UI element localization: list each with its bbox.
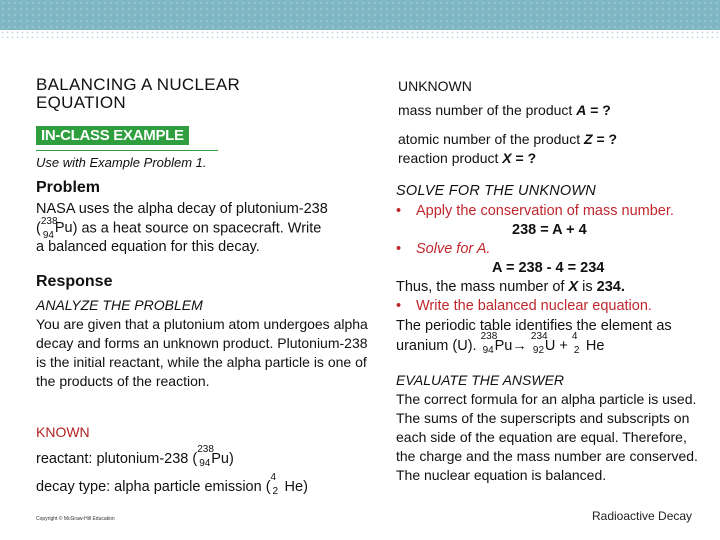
u-nuclide: 234 92 U — [530, 331, 556, 357]
periodic-table-text: The periodic table identifies the element as — [396, 318, 672, 334]
pu-nuclide: 238 94 Pu — [197, 444, 229, 470]
slide-title — [36, 76, 240, 112]
balanced-equation: uranium (U). 238 94 Pu→ 234 92 U + 4 2 He — [396, 331, 605, 357]
analyze-text: You are given that a plutonium atom undergoes alpha decay and forms an unknown product. Plutonium-238 is the initial reactant, while the alpha particle is one of the products of the reaction. — [36, 316, 368, 389]
analyze-label: ANALYZE THE PROBLEM — [36, 297, 203, 313]
he-nuclide: 4 2 He — [571, 331, 605, 357]
equation-1: 238 = A + 4 — [512, 222, 587, 238]
unknown-atomic-number: atomic number of the product Z = ? reaction product X = ? — [398, 131, 618, 166]
problem-line3: a balanced equation for this decay. — [36, 239, 260, 256]
evaluate-text: The correct formula for an alpha particle is used. The sums of the superscripts and subscripts on each side of the equation are equal. Therefore, the charge and the mass number are conserved. The nuclear equation is balanced. — [396, 391, 698, 483]
header-dotted-rule — [0, 30, 720, 38]
bullet-icon: • — [396, 298, 402, 314]
arrow-icon: → — [512, 338, 527, 354]
known-decay-type: decay type: alpha particle emission ( 4 2 He) — [36, 472, 308, 498]
evaluate-section — [396, 371, 701, 485]
use-with-note: Use with Example Problem 1. — [36, 155, 207, 170]
badge-underline — [36, 150, 218, 151]
unknown-reaction-product: reaction product X = ? — [398, 150, 537, 166]
problem-line1: NASA uses the alpha decay of plutonium-238 — [36, 201, 328, 217]
slide-title-line2: EQUATION — [36, 93, 126, 112]
problem-line2: ( 238 94 Pu) as a heat source on spacecraft. Write — [36, 216, 322, 241]
response-heading: Response — [36, 273, 113, 290]
unknown-label: UNKNOWN — [398, 78, 472, 94]
bullet-icon: • — [396, 241, 402, 257]
problem-text — [36, 200, 366, 257]
pu-nuclide: 238 94 Pu — [480, 331, 513, 357]
problem-heading: Problem — [36, 179, 101, 196]
equation-2: A = 238 - 4 = 234 — [492, 260, 605, 276]
evaluate-label: EVALUATE THE ANSWER — [396, 372, 565, 388]
step-3: • Write the balanced nuclear equation. — [396, 298, 652, 314]
analyze-section — [36, 296, 381, 391]
thus-statement: Thus, the mass number of X is 234. — [396, 279, 625, 295]
unknown-mass-number: mass number of the product A = ? — [398, 102, 611, 118]
bullet-icon: • — [396, 203, 402, 219]
pu-nuclide: 238 94 Pu — [40, 216, 73, 241]
in-class-example-badge: IN-CLASS EXAMPLE — [36, 126, 189, 145]
header-banner — [0, 0, 720, 30]
known-reactant: reactant: plutonium-238 ( 238 94 Pu) — [36, 444, 234, 470]
footer-topic: Radioactive Decay — [592, 509, 693, 523]
copyright: Copyright © McGraw-Hill Education — [36, 516, 115, 522]
solve-label: SOLVE FOR THE UNKNOWN — [396, 183, 596, 199]
known-label: KNOWN — [36, 424, 90, 440]
he-nuclide: 4 2 He — [270, 472, 304, 498]
slide-title-line1: BALANCING A NUCLEAR — [36, 75, 241, 94]
step-2: • Solve for A. — [396, 241, 491, 257]
step-1: • Apply the conservation of mass number. — [396, 203, 674, 219]
